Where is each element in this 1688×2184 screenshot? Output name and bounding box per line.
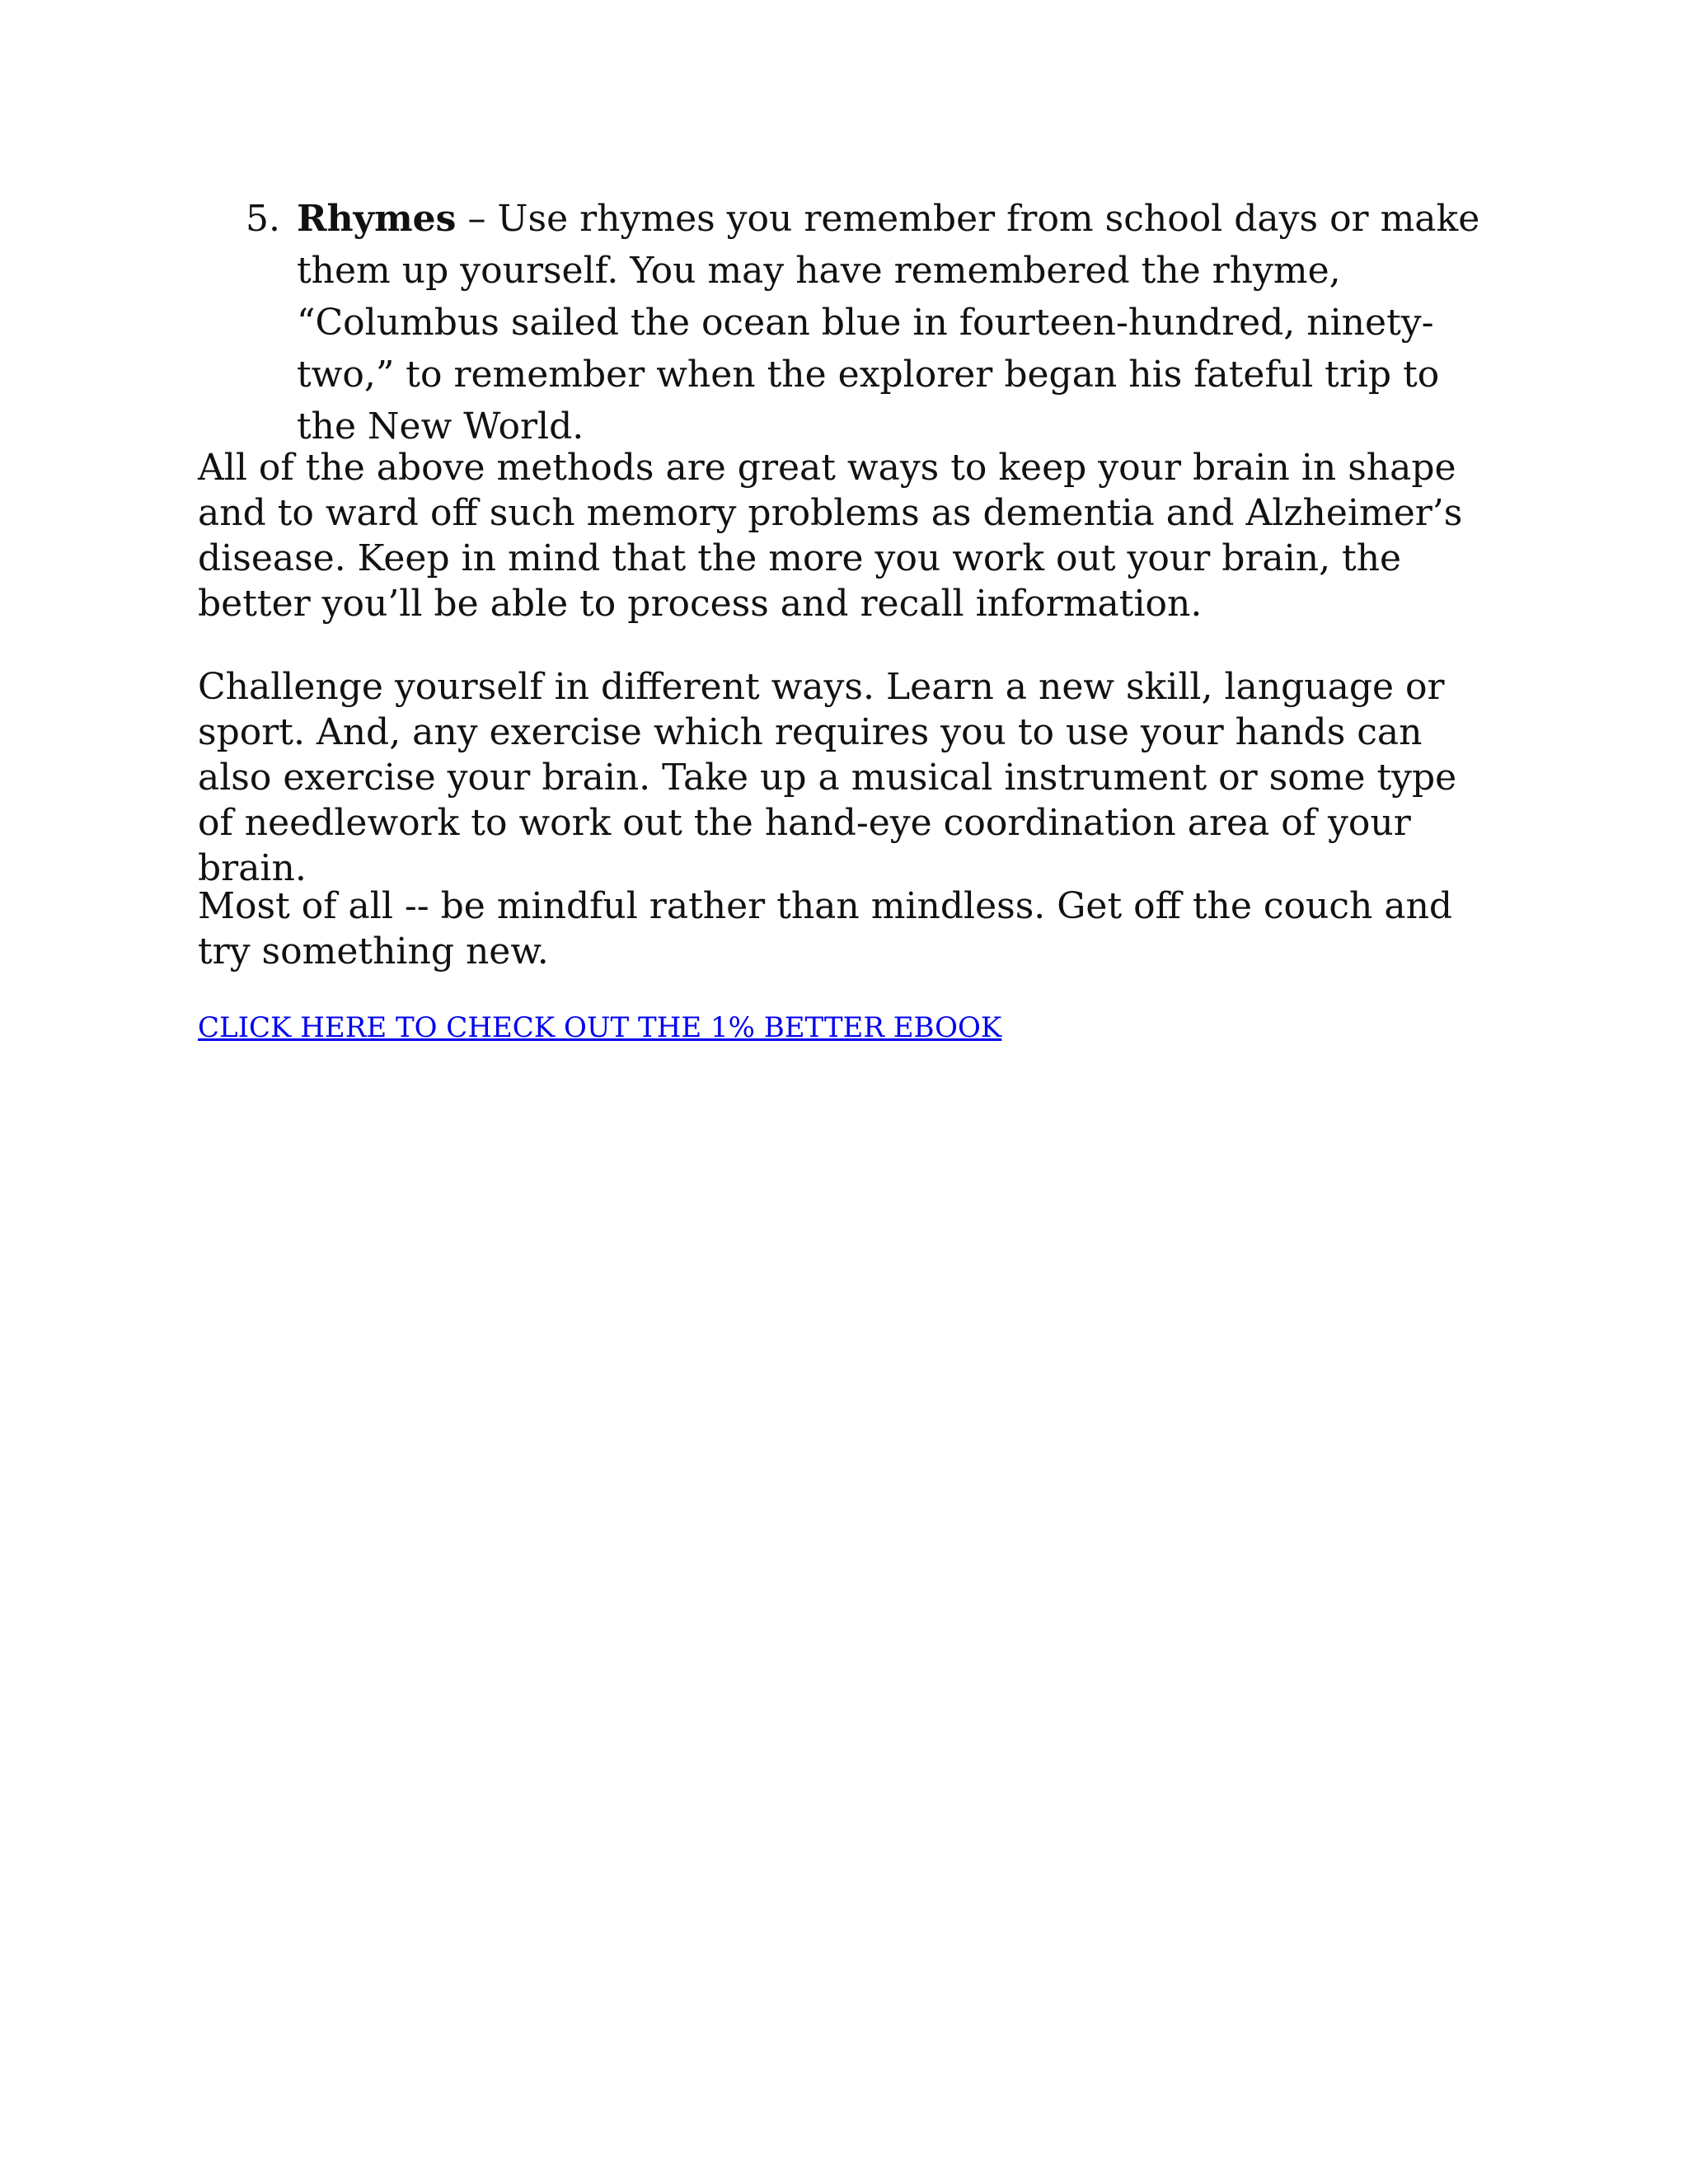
- paragraph-brain-methods: All of the above methods are great ways to keep your brain in shape and to ward off such memory problems as dementia and Alzheimer’s disease. Keep in mind that the more you work out your brain, the better you’ll be able to process and recall information.: [198, 447, 1463, 625]
- list-number: 5.: [246, 198, 280, 240]
- list-item-body: [297, 193, 1498, 452]
- list-item-text: – Use rhymes you remember from school days or make them up yourself. You may have remembered the rhyme, “Columbus sailed the ocean blue in fourteen-hundred, ninety-two,” to remember when the explorer began his fateful trip to the New World.: [297, 198, 1480, 448]
- ebook-link[interactable]: CLICK HERE TO CHECK OUT THE 1% BETTER EBOOK: [198, 1011, 1002, 1044]
- paragraph-challenge-yourself: Challenge yourself in different ways. Learn a new skill, language or sport. And, any exercise which requires you to use your hands can also exercise your brain. Take up a musical instrument or some type of needlework to work out the hand-eye coordination area of your brain.: [198, 666, 1457, 889]
- numbered-list-item: [246, 193, 1498, 452]
- paragraph-be-mindful: Most of all -- be mindful rather than mindless. Get off the couch and try something new.: [198, 885, 1453, 972]
- list-item-term: Rhymes: [297, 198, 457, 240]
